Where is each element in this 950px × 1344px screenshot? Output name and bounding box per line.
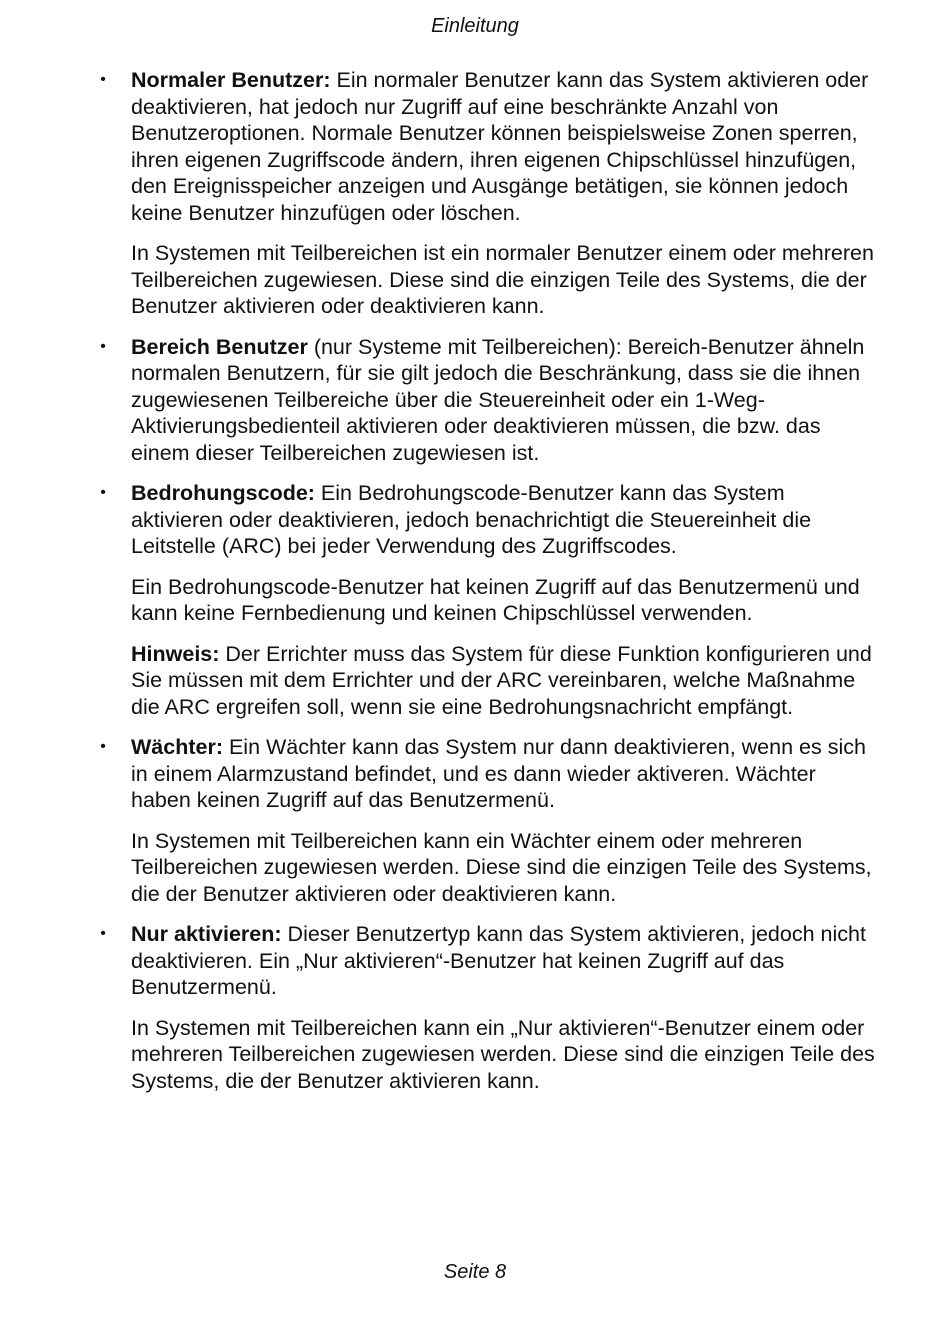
item-text: (nur Systeme mit Teilbereichen): Bereich-Benutzer ähneln normalen Benutzern, für sie gilt jedoch die Beschränkung, dass sie die ihnen zugewiesenen Teilbereiche über die Steuereinheit oder ein 1-Weg-Aktivierungsbedienteil aktivieren oder deaktivieren müssen, die bzw. das einem dieser Teilbereichen zugewiesen ist. [131,334,865,465]
item-paragraph [131,734,875,814]
bullet-icon: • [100,484,106,501]
item-paragraph [131,334,875,467]
item-paragraph [131,67,875,226]
bullet-icon: • [100,738,106,755]
list-item-bedrohungscode [95,480,875,720]
running-header: Einleitung [431,15,519,37]
item-paragraph [131,921,875,1001]
list-item-waechter [95,734,875,907]
bullet-icon: • [100,925,106,942]
item-text: Ein normaler Benutzer kann das System aktivieren oder deaktivieren, hat jedoch nur Zugriff auf eine beschränkte Anzahl von Benutzeroptionen. Normale Benutzer können beispielsweise Zonen sperren, ihren eigenen Zugriffscode ändern, ihren eigenen Chipschlüssel hinzufügen, den Ereignisspeicher anzeigen und Ausgänge betätigen, sie können jedoch keine Benutzer hinzufügen oder löschen. [131,68,869,225]
item-term: Bedrohungscode: [131,481,315,505]
item-text: Dieser Benutzertyp kann das System aktivieren, jedoch nicht deaktivieren. Ein „Nur aktivieren“-Benutzer hat keinen Zugriff auf das Benutzermenü. [131,922,866,999]
item-extra-paragraph: In Systemen mit Teilbereichen kann ein „Nur aktivieren“-Benutzer einem oder mehreren Teilbereichen zugewiesen werden. Diese sind die einzigen Teile des Systems, die der Benutzer aktivieren kann. [131,1015,875,1093]
note-paragraph [131,641,875,721]
bullet-icon: • [100,71,106,88]
note-text: Der Errichter muss das System für diese Funktion konfigurieren und Sie müssen mit dem Errichter und der ARC vereinbaren, welche Maßnahme die ARC ergreifen soll, wenn sie eine Bedrohungsnachricht empfängt. [131,641,872,719]
item-term: Normaler Benutzer: [131,68,331,92]
item-term: Nur aktivieren: [131,922,282,946]
item-text: Ein Wächter kann das System nur dann deaktivieren, wenn es sich in einem Alarmzustand befindet, und es dann wieder aktiveren. Wächter haben keinen Zugriff auf das Benutzermenü. [131,735,866,812]
item-term: Bereich Benutzer [131,334,308,359]
note-label: Hinweis: [131,641,220,666]
list-item-normaler-benutzer [95,67,875,320]
item-term: Wächter: [131,735,223,759]
document-body [95,67,875,1108]
bullet-icon: • [100,337,106,355]
item-extra-paragraph: Ein Bedrohungscode-Benutzer hat keinen Zugriff auf das Benutzermenü und kann keine Fernbedienung und keinen Chipschlüssel verwenden. [131,574,860,625]
item-extra-paragraph: In Systemen mit Teilbereichen kann ein Wächter einem oder mehreren Teilbereichen zugewiesen werden. Diese sind die einzigen Teile des Systems, die der Benutzer aktivieren oder deaktivieren kann. [131,828,872,906]
page-number: Seite 8 [443,1261,507,1283]
list-item-bereich-benutzer [95,334,875,467]
item-paragraph [131,480,875,560]
list-item-nur-aktivieren [95,921,875,1094]
item-extra-paragraph: In Systemen mit Teilbereichen ist ein normaler Benutzer einem oder mehreren Teilbereichen zugewiesen. Diese sind die einzigen Teile des Systems, die der Benutzer aktivieren oder deaktivieren kann. [131,241,874,318]
item-text: Ein Bedrohungscode-Benutzer kann das System aktivieren oder deaktivieren, jedoch benachrichtigt die Steuereinheit die Leitstelle (ARC) bei jeder Verwendung des Zugriffscodes. [131,481,812,558]
